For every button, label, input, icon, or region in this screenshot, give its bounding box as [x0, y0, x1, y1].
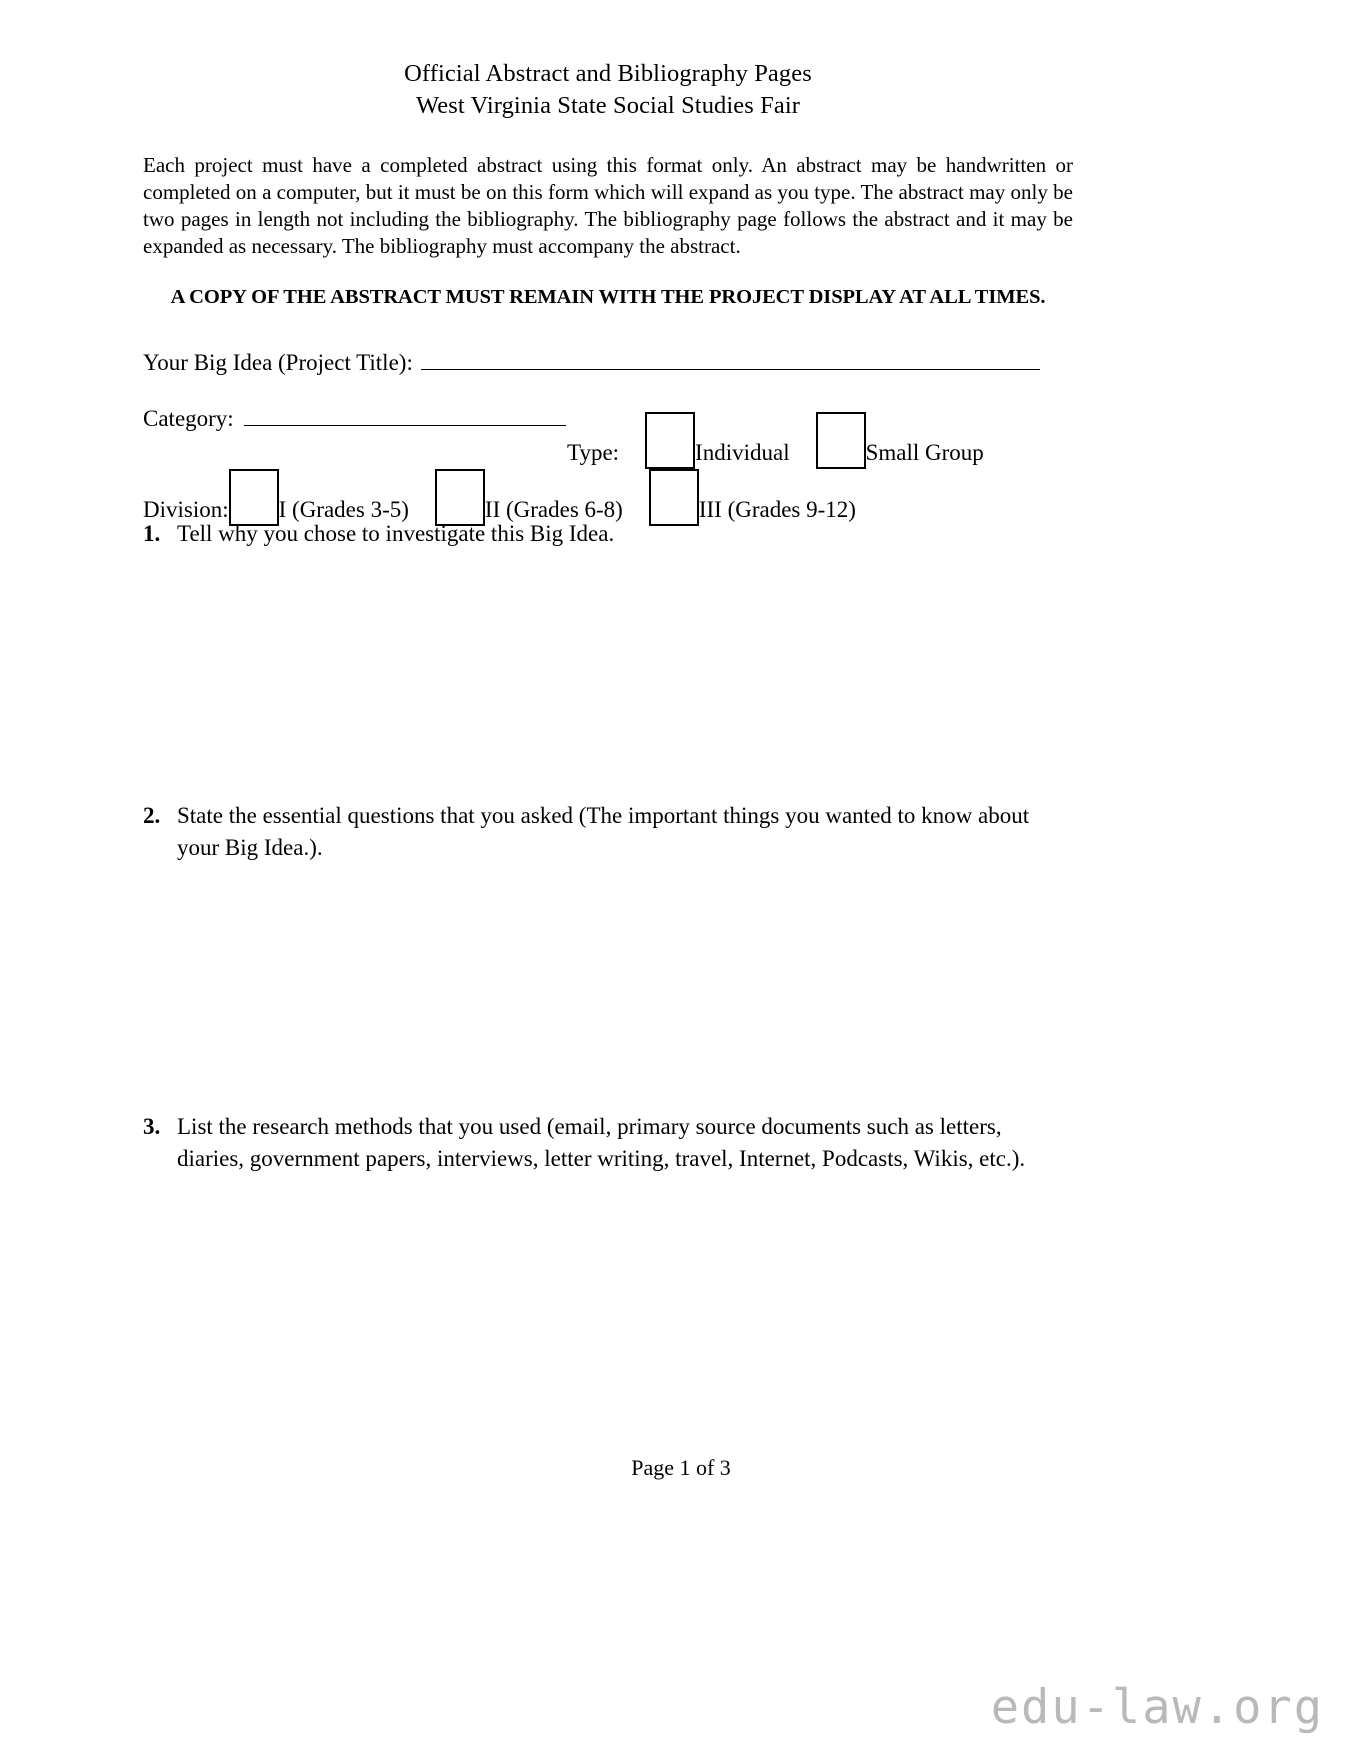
intro-paragraph: Each project must have a completed abstract using this format only. An abstract may be handwritten or completed on a computer, but it must be on this form which will expand as you type. The abstract may only be two pages in length not including the bibliography. The bibliography page follows the abstract and it may be expanded as necessary. The bibliography must accompany the abstract. — [143, 153, 1073, 258]
division-option-label-iii: III (Grades 9-12) — [698, 497, 856, 522]
type-label: Type: — [567, 440, 620, 465]
project-title-input[interactable] — [421, 347, 1040, 370]
question-text-3: List the research methods that you used (email, primary source documents such as letters, diaries, government papers, interviews, letter writing, travel, Internet, Podcasts, Wikis, etc.). — [177, 1114, 1026, 1171]
question-number-3: 3. — [143, 1114, 161, 1139]
question-item-2 — [143, 800, 1063, 864]
category-input[interactable] — [244, 403, 566, 426]
question-text-1: Tell why you chose to investigate this Big Idea. — [177, 521, 615, 546]
form-fields-area — [143, 341, 1073, 522]
type-row — [567, 403, 984, 466]
document-title-line-1: Official Abstract and Bibliography Pages — [404, 60, 812, 87]
category-label: Category: — [143, 406, 234, 431]
division-row — [143, 460, 856, 523]
type-option-label-small-group: Small Group — [865, 440, 984, 465]
question-number-2: 2. — [143, 803, 161, 828]
page-footer: Page 1 of 3 — [631, 1455, 731, 1480]
division-option-label-i: I (Grades 3-5) — [278, 497, 409, 522]
project-title-label: Your Big Idea (Project Title): — [143, 350, 413, 375]
division-option-label-ii: II (Grades 6-8) — [484, 497, 623, 522]
question-text-2: State the essential questions that you asked (The important things you wanted to know about your Big Idea.). — [177, 803, 1030, 860]
division-label: Division: — [143, 497, 229, 522]
category-row — [143, 403, 566, 432]
document-title-line-2: West Virginia State Social Studies Fair — [415, 92, 801, 119]
page-content — [143, 0, 1073, 1171]
watermark-text: edu-law.org — [990, 1680, 1324, 1735]
question-item-3 — [143, 1111, 1063, 1175]
question-number-1: 1. — [143, 521, 161, 546]
type-option-label-individual: Individual — [695, 440, 790, 465]
project-title-row — [143, 347, 1073, 376]
abstract-copy-notice: A COPY OF THE ABSTRACT MUST REMAIN WITH THE PROJECT DISPLAY AT ALL TIMES. — [170, 286, 1046, 308]
question-item-1 — [143, 518, 1063, 550]
document-title-block — [143, 0, 1073, 122]
